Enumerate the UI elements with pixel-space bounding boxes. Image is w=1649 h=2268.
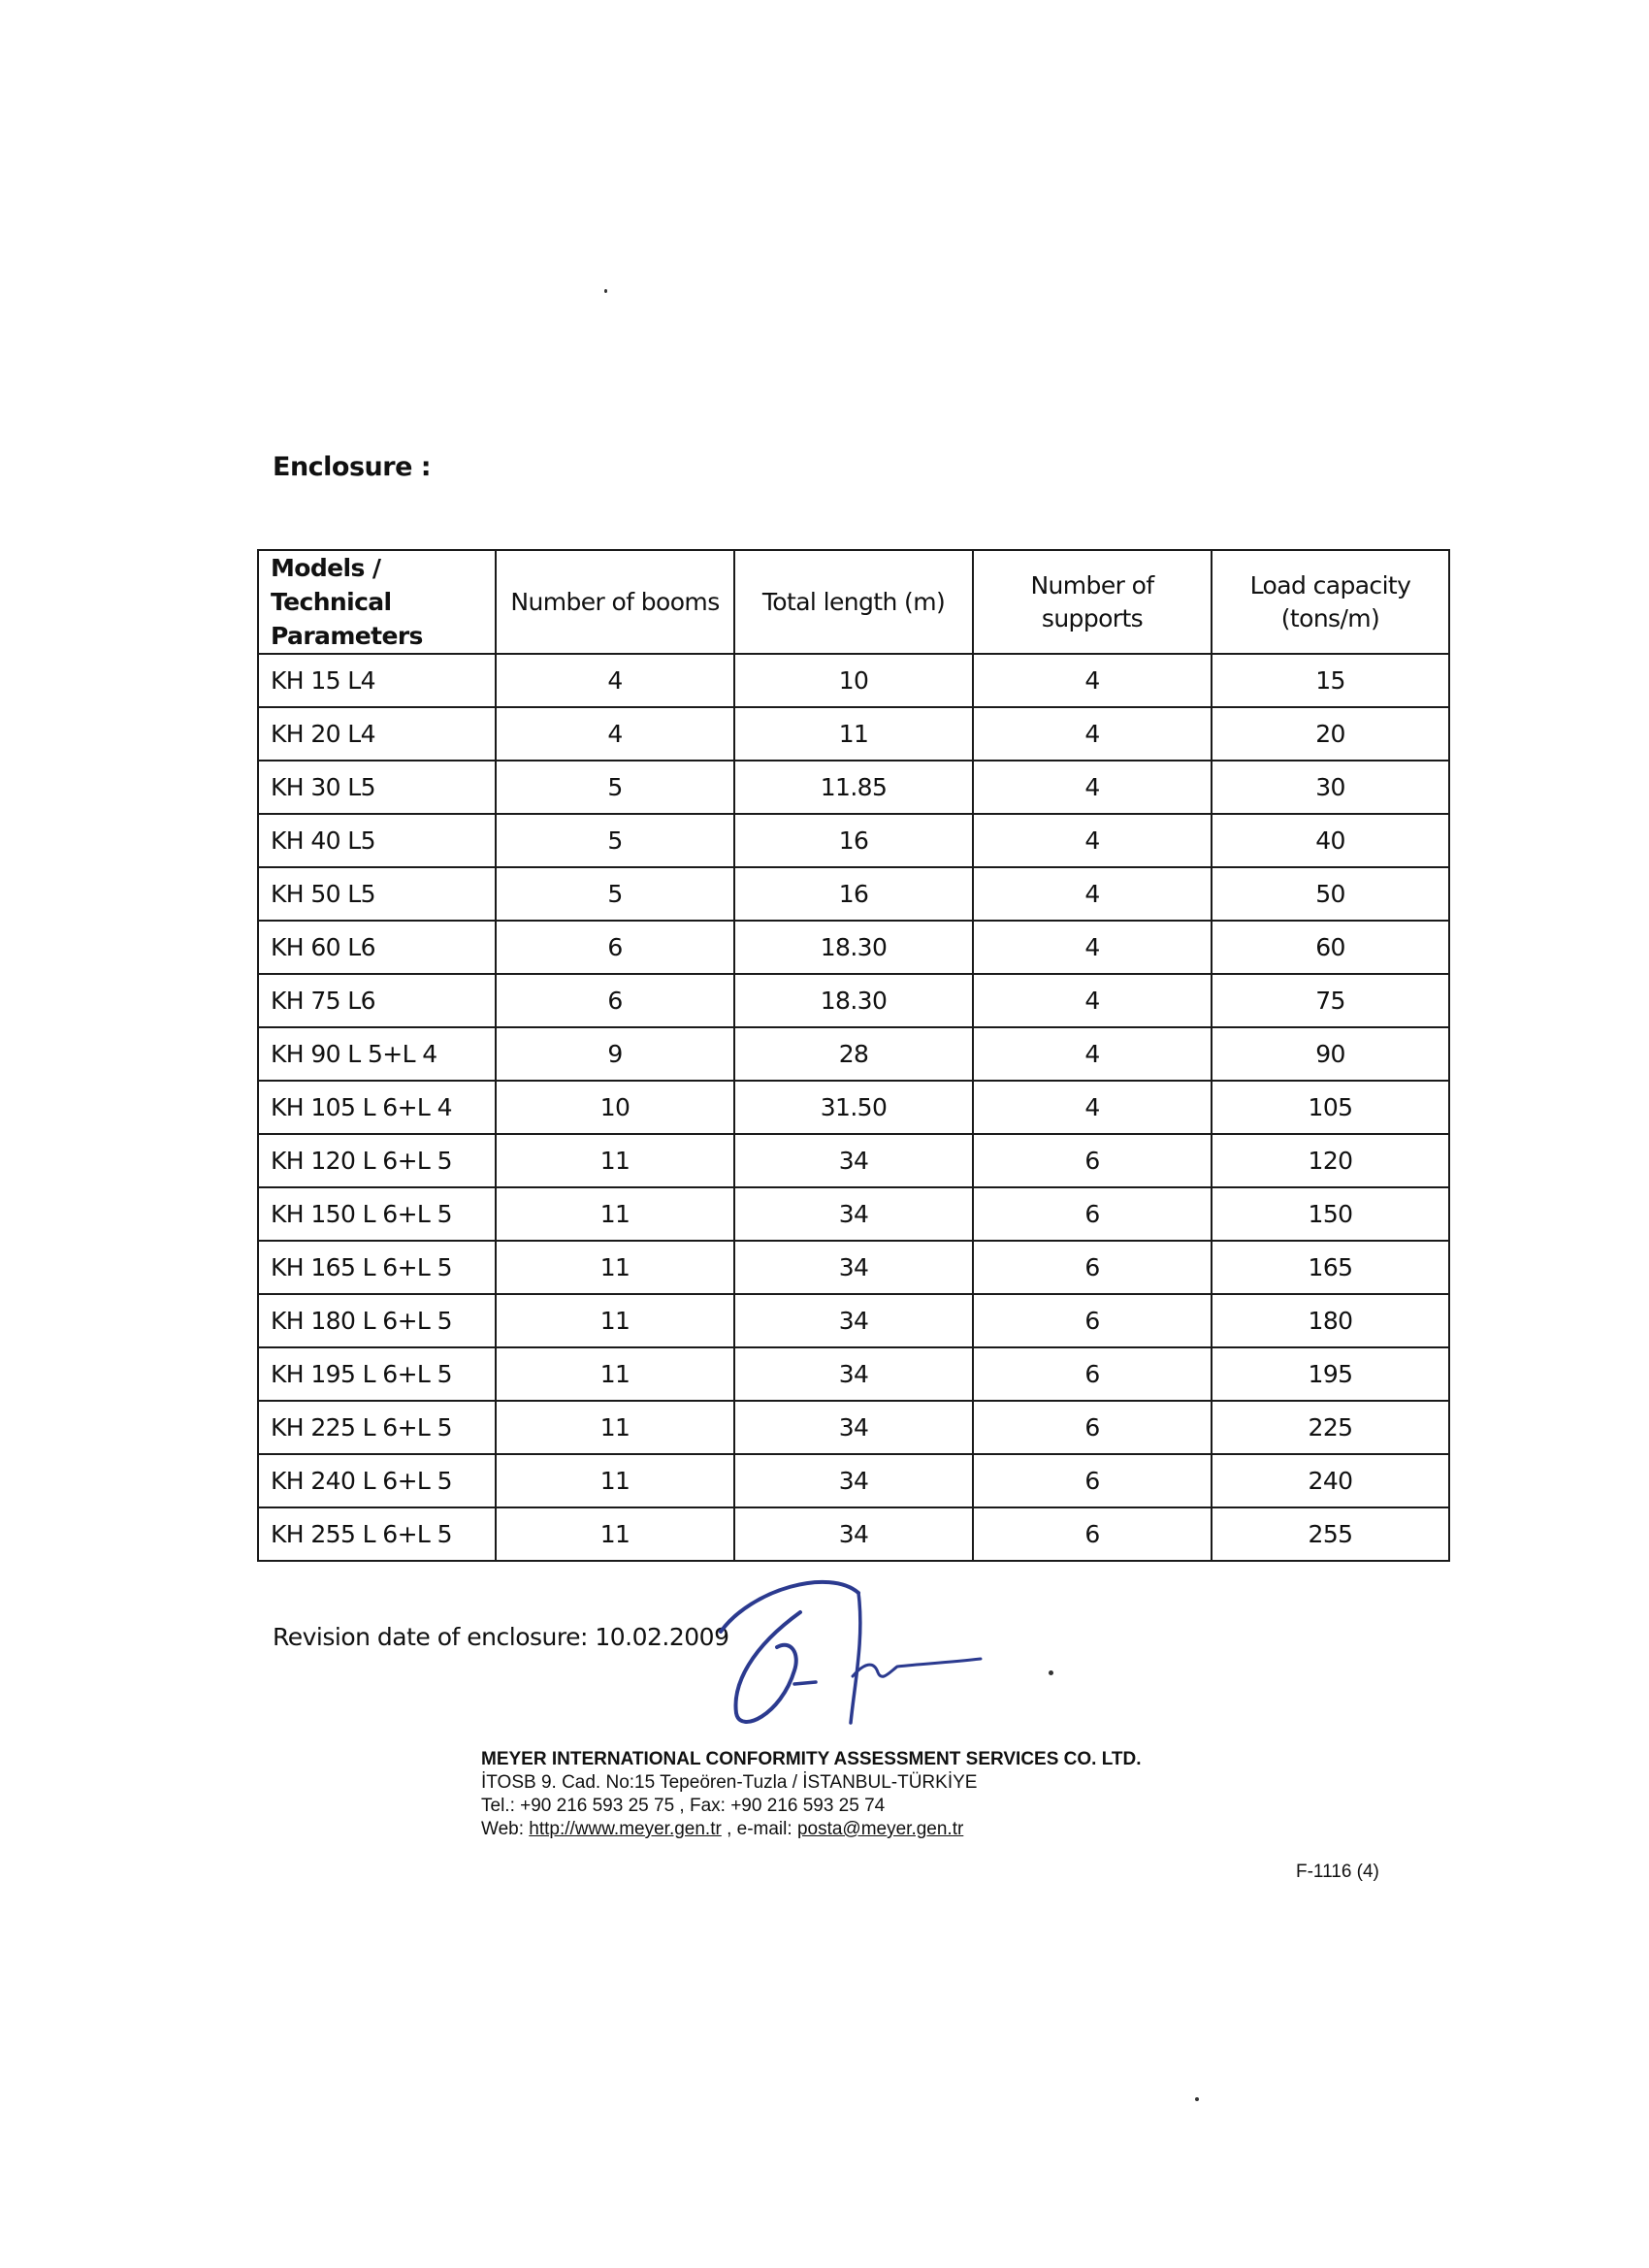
cell-model: KH 30 L5 bbox=[258, 761, 496, 814]
cell-capacity: 75 bbox=[1212, 974, 1449, 1027]
header-capacity-line: Load capacity bbox=[1249, 570, 1411, 599]
form-code: F-1116 (4) bbox=[1296, 1862, 1379, 1882]
cell-model: KH 180 L 6+L 5 bbox=[258, 1294, 496, 1347]
cell-model: KH 105 L 6+L 4 bbox=[258, 1081, 496, 1134]
table-row bbox=[258, 974, 1449, 1027]
table-row bbox=[258, 1187, 1449, 1241]
table-row bbox=[258, 814, 1449, 867]
table-row bbox=[258, 867, 1449, 921]
cell-length: 34 bbox=[734, 1241, 973, 1294]
cell-supports: 4 bbox=[973, 707, 1212, 761]
cell-capacity: 20 bbox=[1212, 707, 1449, 761]
header-length: Total length (m) bbox=[734, 550, 973, 654]
header-capacity bbox=[1212, 550, 1449, 654]
page-title: Enclosure : bbox=[273, 452, 432, 482]
cell-capacity: 50 bbox=[1212, 867, 1449, 921]
cell-length: 10 bbox=[734, 654, 973, 707]
cell-length: 34 bbox=[734, 1454, 973, 1507]
cell-length: 18.30 bbox=[734, 974, 973, 1027]
web-link[interactable]: http://www.meyer.gen.tr bbox=[529, 1819, 722, 1839]
signature-icon bbox=[694, 1570, 994, 1736]
cell-model: KH 20 L4 bbox=[258, 707, 496, 761]
cell-model: KH 195 L 6+L 5 bbox=[258, 1347, 496, 1401]
cell-length: 16 bbox=[734, 867, 973, 921]
cell-supports: 6 bbox=[973, 1401, 1212, 1454]
web-label: Web: bbox=[481, 1819, 530, 1839]
cell-booms: 11 bbox=[496, 1507, 734, 1561]
cell-booms: 4 bbox=[496, 707, 734, 761]
cell-length: 11 bbox=[734, 707, 973, 761]
cell-model: KH 75 L6 bbox=[258, 974, 496, 1027]
cell-length: 28 bbox=[734, 1027, 973, 1081]
cell-model: KH 40 L5 bbox=[258, 814, 496, 867]
cell-length: 34 bbox=[734, 1401, 973, 1454]
header-supports-line: supports bbox=[1041, 603, 1144, 632]
company-name: MEYER INTERNATIONAL CONFORMITY ASSESSMENT SERVICES CO. LTD. bbox=[481, 1749, 1142, 1769]
cell-capacity: 150 bbox=[1212, 1187, 1449, 1241]
cell-capacity: 120 bbox=[1212, 1134, 1449, 1187]
cell-supports: 6 bbox=[973, 1454, 1212, 1507]
cell-capacity: 255 bbox=[1212, 1507, 1449, 1561]
cell-supports: 6 bbox=[973, 1187, 1212, 1241]
table-row bbox=[258, 1241, 1449, 1294]
cell-supports: 4 bbox=[973, 921, 1212, 974]
signature-stroke bbox=[721, 1582, 858, 1632]
table-row bbox=[258, 761, 1449, 814]
cell-capacity: 240 bbox=[1212, 1454, 1449, 1507]
header-capacity-line: (tons/m) bbox=[1280, 603, 1380, 632]
cell-capacity: 105 bbox=[1212, 1081, 1449, 1134]
company-web-line bbox=[481, 1818, 1142, 1841]
company-address: İTOSB 9. Cad. No:15 Tepeören-Tuzla / İSTANBUL-TÜRKİYE bbox=[481, 1772, 978, 1793]
header-booms: Number of booms bbox=[496, 550, 734, 654]
header-models bbox=[258, 550, 496, 654]
cell-model: KH 240 L 6+L 5 bbox=[258, 1454, 496, 1507]
cell-supports: 4 bbox=[973, 1027, 1212, 1081]
table-row bbox=[258, 707, 1449, 761]
company-footer bbox=[481, 1748, 1142, 1841]
revision-date: Revision date of enclosure: 10.02.2009 bbox=[273, 1623, 729, 1651]
cell-booms: 5 bbox=[496, 867, 734, 921]
signature-stroke bbox=[736, 1612, 800, 1722]
table-row bbox=[258, 1081, 1449, 1134]
cell-model: KH 50 L5 bbox=[258, 867, 496, 921]
cell-booms: 6 bbox=[496, 921, 734, 974]
cell-capacity: 90 bbox=[1212, 1027, 1449, 1081]
cell-supports: 6 bbox=[973, 1507, 1212, 1561]
cell-model: KH 255 L 6+L 5 bbox=[258, 1507, 496, 1561]
table-row bbox=[258, 1027, 1449, 1081]
cell-model: KH 150 L 6+L 5 bbox=[258, 1187, 496, 1241]
cell-supports: 4 bbox=[973, 761, 1212, 814]
header-models-line: Parameters bbox=[271, 622, 423, 650]
table-row bbox=[258, 1507, 1449, 1561]
scan-speck bbox=[1195, 2097, 1199, 2101]
header-supports bbox=[973, 550, 1212, 654]
cell-model: KH 15 L4 bbox=[258, 654, 496, 707]
table-row bbox=[258, 921, 1449, 974]
cell-length: 31.50 bbox=[734, 1081, 973, 1134]
cell-model: KH 60 L6 bbox=[258, 921, 496, 974]
cell-booms: 11 bbox=[496, 1241, 734, 1294]
signature-stroke bbox=[794, 1682, 816, 1684]
cell-booms: 11 bbox=[496, 1134, 734, 1187]
cell-booms: 9 bbox=[496, 1027, 734, 1081]
scan-speck bbox=[1049, 1670, 1053, 1675]
signature-stroke bbox=[853, 1659, 981, 1676]
cell-booms: 6 bbox=[496, 974, 734, 1027]
cell-booms: 11 bbox=[496, 1294, 734, 1347]
table-row bbox=[258, 1401, 1449, 1454]
cell-supports: 4 bbox=[973, 974, 1212, 1027]
cell-supports: 6 bbox=[973, 1347, 1212, 1401]
header-supports-line: Number of bbox=[1030, 570, 1154, 599]
table-row bbox=[258, 654, 1449, 707]
cell-model: KH 165 L 6+L 5 bbox=[258, 1241, 496, 1294]
cell-booms: 11 bbox=[496, 1401, 734, 1454]
cell-length: 18.30 bbox=[734, 921, 973, 974]
cell-length: 34 bbox=[734, 1347, 973, 1401]
scan-speck bbox=[604, 289, 607, 293]
cell-length: 34 bbox=[734, 1187, 973, 1241]
cell-booms: 10 bbox=[496, 1081, 734, 1134]
table-row bbox=[258, 1347, 1449, 1401]
table-body bbox=[258, 654, 1449, 1561]
cell-length: 34 bbox=[734, 1294, 973, 1347]
enclosure-table bbox=[257, 549, 1450, 1562]
cell-booms: 11 bbox=[496, 1187, 734, 1241]
signature-stroke bbox=[851, 1593, 860, 1723]
header-models-line: Models / bbox=[271, 554, 381, 582]
cell-supports: 6 bbox=[973, 1134, 1212, 1187]
cell-length: 11.85 bbox=[734, 761, 973, 814]
cell-supports: 6 bbox=[973, 1241, 1212, 1294]
cell-capacity: 180 bbox=[1212, 1294, 1449, 1347]
cell-model: KH 120 L 6+L 5 bbox=[258, 1134, 496, 1187]
cell-booms: 11 bbox=[496, 1454, 734, 1507]
cell-model: KH 225 L 6+L 5 bbox=[258, 1401, 496, 1454]
cell-length: 34 bbox=[734, 1507, 973, 1561]
email-link[interactable]: posta@meyer.gen.tr bbox=[796, 1819, 964, 1839]
cell-capacity: 15 bbox=[1212, 654, 1449, 707]
header-models-line: Technical bbox=[271, 588, 392, 616]
cell-capacity: 30 bbox=[1212, 761, 1449, 814]
cell-capacity: 60 bbox=[1212, 921, 1449, 974]
cell-length: 16 bbox=[734, 814, 973, 867]
cell-booms: 11 bbox=[496, 1347, 734, 1401]
company-phone: Tel.: +90 216 593 25 75 , Fax: +90 216 593 25 74 bbox=[481, 1796, 886, 1816]
cell-model: KH 90 L 5+L 4 bbox=[258, 1027, 496, 1081]
cell-booms: 4 bbox=[496, 654, 734, 707]
cell-capacity: 40 bbox=[1212, 814, 1449, 867]
cell-capacity: 225 bbox=[1212, 1401, 1449, 1454]
table-row bbox=[258, 1454, 1449, 1507]
cell-capacity: 195 bbox=[1212, 1347, 1449, 1401]
cell-length: 34 bbox=[734, 1134, 973, 1187]
email-label: , e-mail: bbox=[721, 1819, 797, 1839]
cell-capacity: 165 bbox=[1212, 1241, 1449, 1294]
cell-supports: 4 bbox=[973, 654, 1212, 707]
cell-booms: 5 bbox=[496, 814, 734, 867]
table-header-row bbox=[258, 550, 1449, 654]
cell-supports: 4 bbox=[973, 1081, 1212, 1134]
cell-supports: 4 bbox=[973, 867, 1212, 921]
cell-supports: 4 bbox=[973, 814, 1212, 867]
cell-supports: 6 bbox=[973, 1294, 1212, 1347]
table-row bbox=[258, 1294, 1449, 1347]
table-row bbox=[258, 1134, 1449, 1187]
cell-booms: 5 bbox=[496, 761, 734, 814]
